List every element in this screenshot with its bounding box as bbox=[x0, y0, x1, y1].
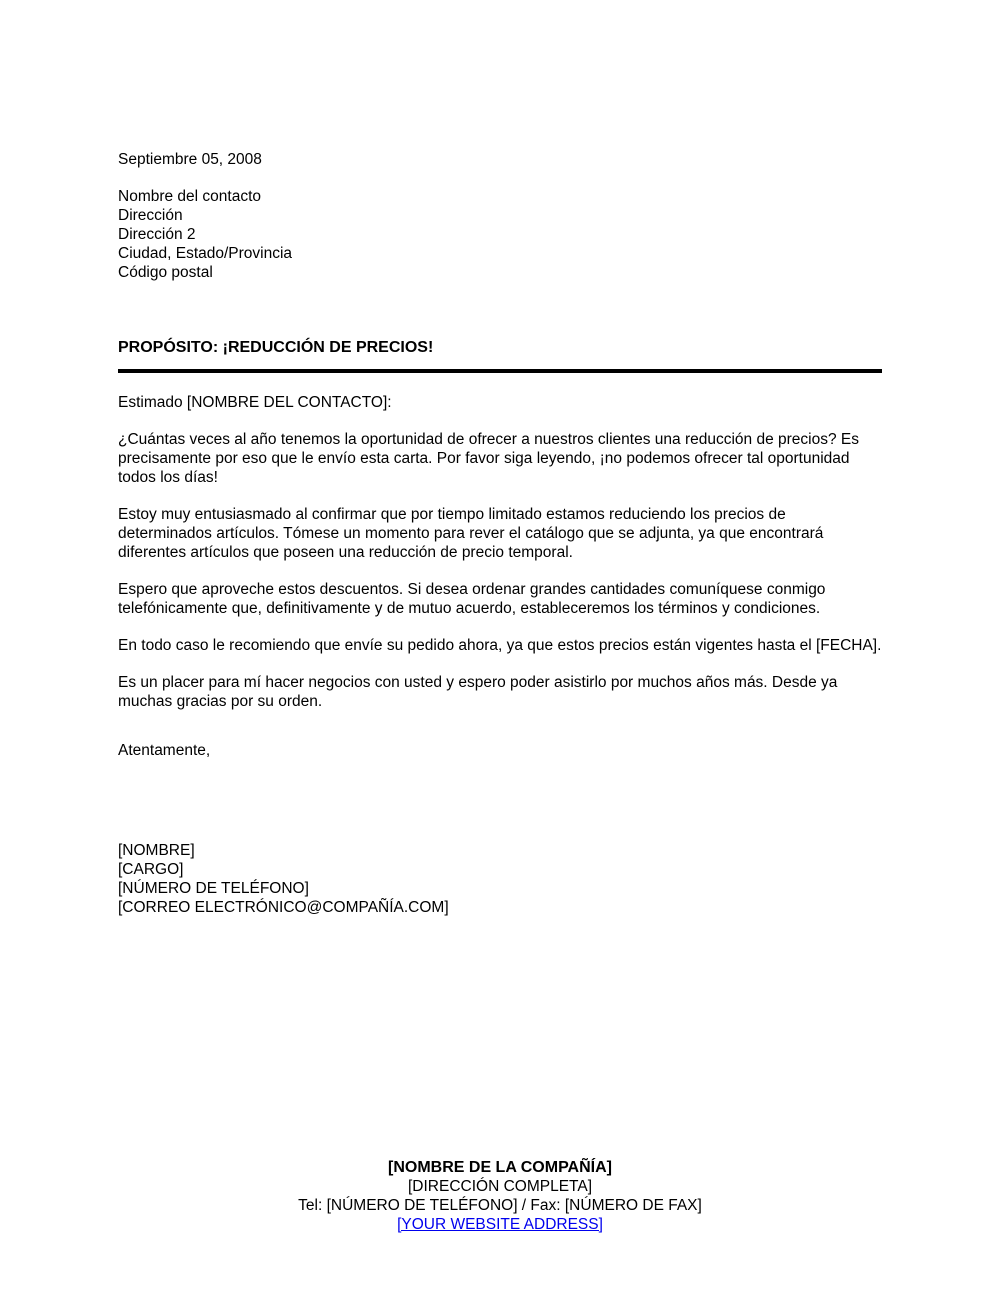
signature-name: [NOMBRE] bbox=[118, 842, 195, 859]
subject-line: PROPÓSITO: ¡REDUCCIÓN DE PRECIOS! bbox=[118, 339, 434, 356]
recipient-address-2: Dirección 2 bbox=[118, 226, 196, 243]
body-paragraph-5: Es un placer para mí hacer negocios con usted y espero poder asistirlo por muchos años más. Desde ya muchas gracias por su orden. bbox=[118, 674, 838, 710]
body-paragraph-4: En todo caso le recomiendo que envíe su pedido ahora, ya que estos precios están vigentes hasta el [FECHA]. bbox=[118, 637, 882, 654]
salutation: Estimado [NOMBRE DEL CONTACTO]: bbox=[118, 394, 392, 411]
closing: Atentamente, bbox=[118, 742, 211, 759]
recipient-name: Nombre del contacto bbox=[118, 188, 262, 205]
recipient-postal-code: Código postal bbox=[118, 264, 213, 281]
footer-company-name: [NOMBRE DE LA COMPAÑÍA] bbox=[388, 1159, 612, 1176]
footer-address: [DIRECCIÓN COMPLETA] bbox=[407, 1178, 592, 1195]
recipient-block bbox=[118, 187, 882, 282]
letter-date: Septiembre 05, 2008 bbox=[118, 151, 262, 168]
subject-divider bbox=[118, 369, 882, 373]
footer-block bbox=[0, 1158, 1000, 1234]
website-link[interactable]: [YOUR WEBSITE ADDRESS] bbox=[397, 1216, 603, 1233]
body-paragraph-2: Estoy muy entusiasmado al confirmar que por tiempo limitado estamos reduciendo los precios de determinados artículos. Tómese un momento para rever el catálogo que se adjunta, ya que encontrará diferentes artículos que poseen una reducción de precio temporal. bbox=[118, 506, 824, 561]
signature-title: [CARGO] bbox=[118, 861, 184, 878]
signature-email: [CORREO ELECTRÓNICO@COMPAÑÍA.COM] bbox=[118, 899, 449, 916]
recipient-city-state: Ciudad, Estado/Provincia bbox=[118, 245, 293, 262]
footer-phone-fax: Tel: [NÚMERO DE TELÉFONO] / Fax: [NÚMERO DE FAX] bbox=[298, 1197, 702, 1214]
body-paragraph-3: Espero que aproveche estos descuentos. Si desea ordenar grandes cantidades comuníquese conmigo telefónicamente que, definitivamente y de mutuo acuerdo, estableceremos los términos y condiciones. bbox=[118, 581, 826, 617]
signature-block bbox=[118, 841, 882, 917]
recipient-address-1: Dirección bbox=[118, 207, 183, 224]
body-paragraph-1: ¿Cuántas veces al año tenemos la oportunidad de ofrecer a nuestros clientes una reducción de precios? Es precisamente por eso que le envío esta carta. Por favor siga leyendo, ¡no podemos ofrecer tal oportunidad todos los días! bbox=[118, 431, 859, 486]
signature-phone: [NÚMERO DE TELÉFONO] bbox=[118, 880, 309, 897]
